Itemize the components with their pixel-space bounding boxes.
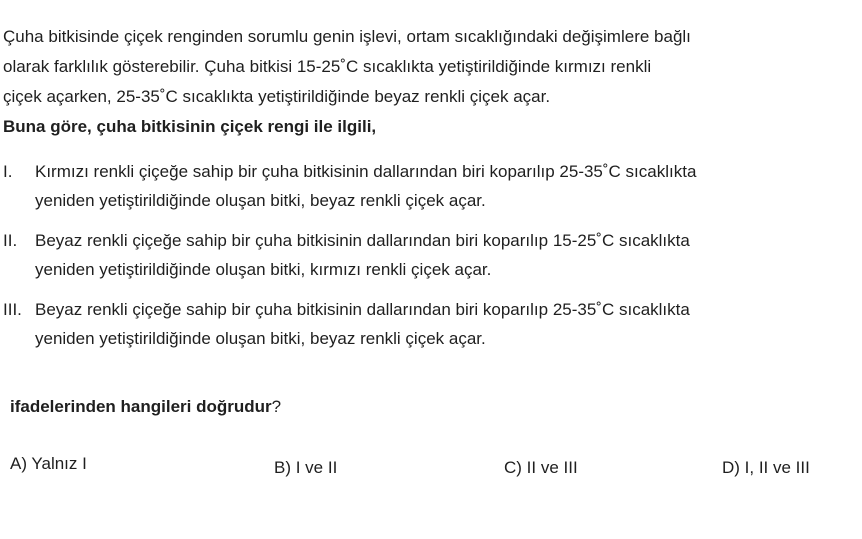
statement-line: Kırmızı renkli çiçeğe sahip bir çuha bitkisinin dallarından biri koparılıp 25-35˚C sıcaklıkta [35,162,697,181]
option-d[interactable]: D) I, II ve III [722,458,810,477]
statement-line: yeniden yetiştirildiğinde oluşan bitki, beyaz renkli çiçek açar. [35,191,486,210]
question-stem [3,22,843,142]
statement-number: I. [3,162,13,181]
question-prompt [10,397,281,417]
stem-line-1: Çuha bitkisinde çiçek renginden sorumlu genin işlevi, ortam sıcaklığındaki değişimlere bağlı [3,27,691,46]
statement-item-1 [3,157,853,215]
statement-line: Beyaz renkli çiçeğe sahip bir çuha bitkisinin dallarından biri koparılıp 15-25˚C sıcaklıkta [35,231,690,250]
statement-line: Beyaz renkli çiçeğe sahip bir çuha bitkisinin dallarından biri koparılıp 25-35˚C sıcaklıkta [35,300,690,319]
option-b[interactable]: B) I ve II [274,458,338,477]
statement-line: yeniden yetiştirildiğinde oluşan bitki, beyaz renkli çiçek açar. [35,329,486,348]
stem-lead: Buna göre, çuha bitkisinin çiçek rengi ile ilgili, [3,117,377,136]
statement-list [3,157,853,364]
question-mark: ? [271,397,282,416]
statement-item-2 [3,226,853,284]
option-a[interactable]: A) Yalnız I [10,454,87,473]
answer-options [0,452,862,482]
stem-line-3: çiçek açarken, 25-35˚C sıcaklıkta yetiştirildiğinde beyaz renkli çiçek açar. [3,87,551,106]
statement-number: II. [3,231,18,250]
question-prompt-bold: ifadelerinden hangileri doğrudur [10,397,272,416]
statement-item-3 [3,295,853,353]
option-c[interactable]: C) II ve III [504,458,578,477]
statement-line: yeniden yetiştirildiğinde oluşan bitki, kırmızı renkli çiçek açar. [35,260,492,279]
statement-number: III. [3,300,22,319]
stem-line-2: olarak farklılık gösterebilir. Çuha bitkisi 15-25˚C sıcaklıkta yetiştirildiğinde kırmızı renkli [3,57,652,76]
